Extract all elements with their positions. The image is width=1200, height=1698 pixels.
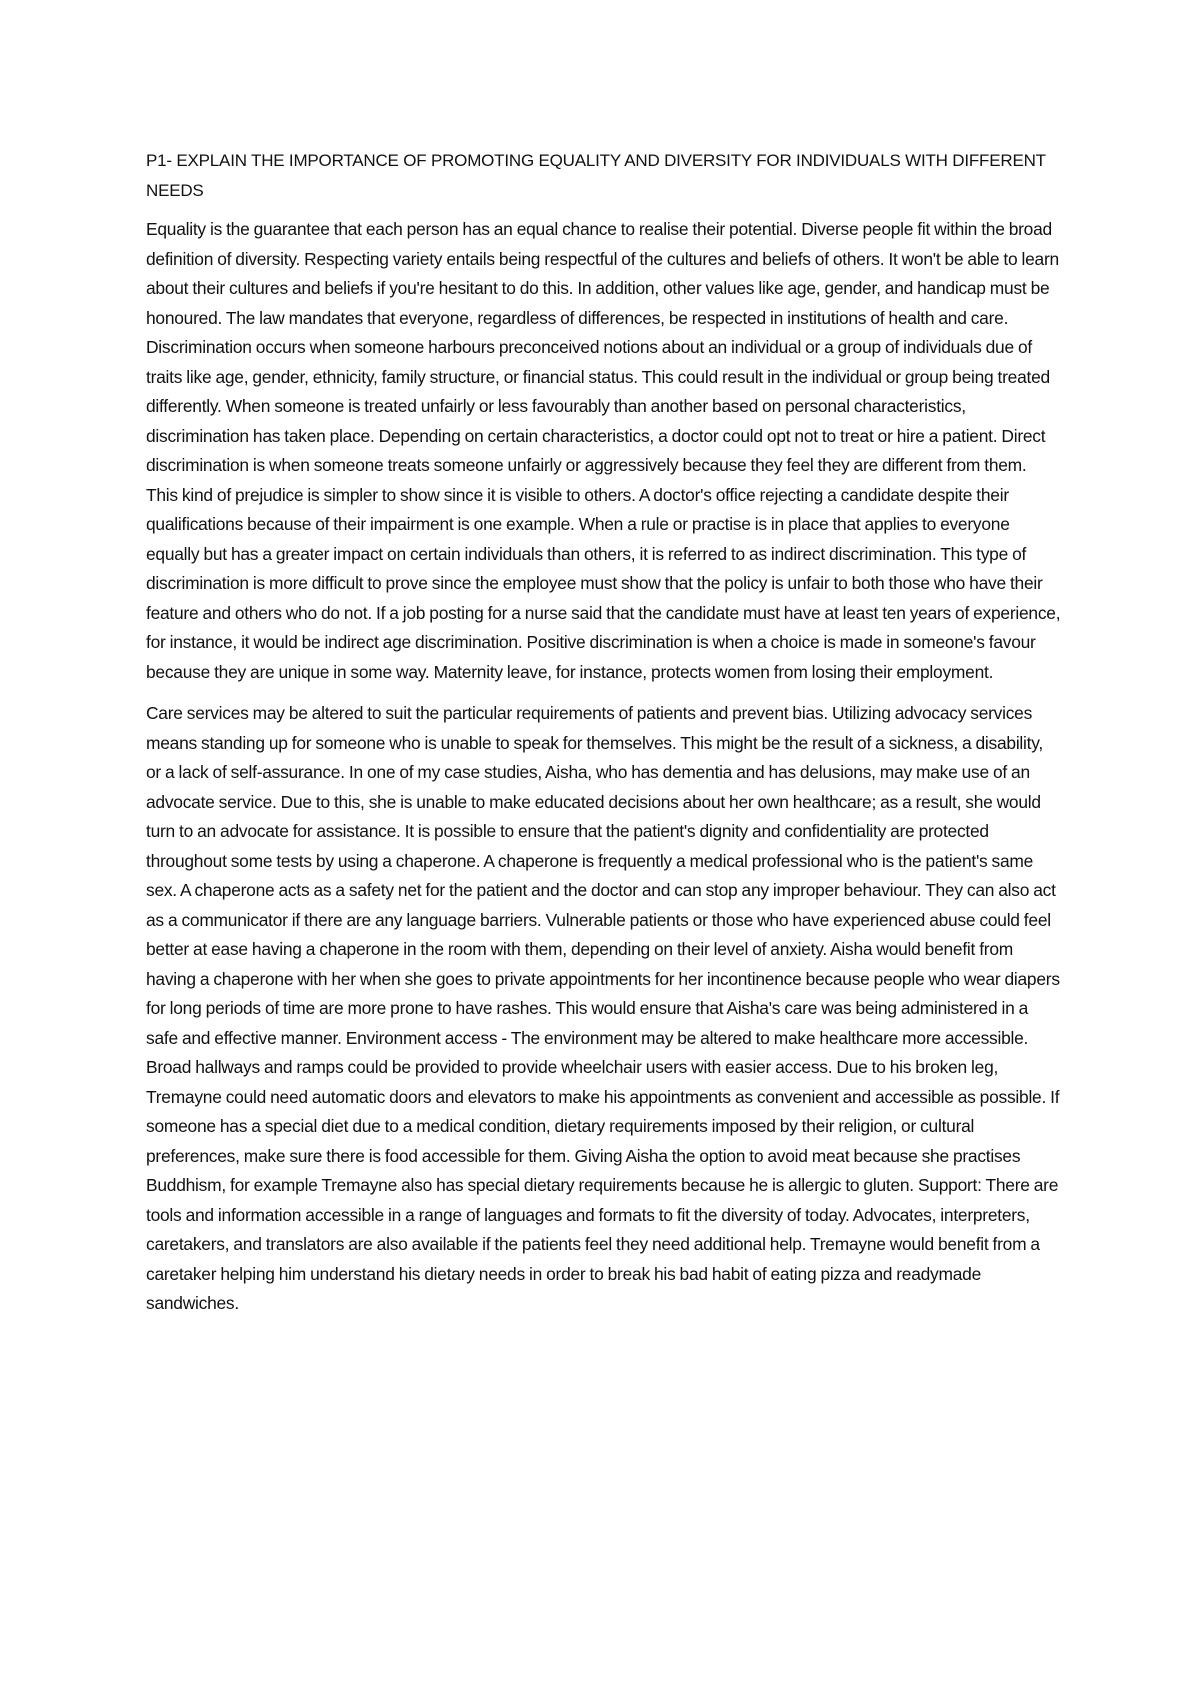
document-body	[146, 146, 1062, 1331]
paragraph-equality-discrimination: Equality is the guarantee that each person has an equal chance to realise their potential. Diverse people fit within the broad definition of diversity. Respecting variety entails being respectful of the cultures and beliefs of others. It won't be able to learn about their cultures and beliefs if you're hesitant to do this. In addition, other values like age, gender, and handicap must be honoured. The law mandates that everyone, regardless of differences, be respected in institutions of health and care. Discrimination occurs when someone harbours preconceived notions about an individual or a group of individuals due of traits like age, gender, ethnicity, family structure, or financial status. This could result in the individual or group being treated differently. When someone is treated unfairly or less favourably than another based on personal characteristics, discrimination has taken place. Depending on certain characteristics, a doctor could opt not to treat or hire a patient. Direct discrimination is when someone treats someone unfairly or aggressively because they feel they are different from them. This kind of prejudice is simpler to show since it is visible to others. A doctor's office rejecting a candidate despite their qualifications because of their impairment is one example. When a rule or practise is in place that applies to everyone equally but has a greater impact on certain individuals than others, it is referred to as indirect discrimination. This type of discrimination is more difficult to prove since the employee must show that the policy is unfair to both those who have their feature and others who do not. If a job posting for a nurse said that the candidate must have at least ten years of experience, for instance, it would be indirect age discrimination. Positive discrimination is when a choice is made in someone's favour because they are unique in some way. Maternity leave, for instance, protects women from losing their employment.	[146, 219, 1061, 682]
document-heading: P1- EXPLAIN THE IMPORTANCE OF PROMOTING EQUALITY AND DIVERSITY FOR INDIVIDUALS WITH DIFFERENT NEEDS	[146, 151, 1046, 200]
paragraph-care-services: Care services may be altered to suit the particular requirements of patients and prevent bias. Utilizing advocacy services means standing up for someone who is unable to speak for themselves. This might be the result of a sickness, a disability, or a lack of self-assurance. In one of my case studies, Aisha, who has dementia and has delusions, may make use of an advocate service. Due to this, she is unable to make educated decisions about her own healthcare; as a result, she would turn to an advocate for assistance. It is possible to ensure that the patient's dignity and confidentiality are protected throughout some tests by using a chaperone. A chaperone is frequently a medical professional who is the patient's same sex. A chaperone acts as a safety net for the patient and the doctor and can stop any improper behaviour. They can also act as a communicator if there are any language barriers. Vulnerable patients or those who have experienced abuse could feel better at ease having a chaperone in the room with them, depending on their level of anxiety. Aisha would benefit from having a chaperone with her when she goes to private appointments for her incontinence because people who wear diapers for long periods of time are more prone to have rashes. This would ensure that Aisha's care was being administered in a safe and effective manner. Environment access - The environment may be altered to make healthcare more accessible. Broad hallways and ramps could be provided to provide wheelchair users with easier access. Due to his broken leg, Tremayne could need automatic doors and elevators to make his appointments as convenient and accessible as possible. If someone has a special diet due to a medical condition, dietary requirements imposed by their religion, or cultural preferences, make sure there is food accessible for them. Giving Aisha the option to avoid meat because she practises Buddhism, for example Tremayne also has special dietary requirements because he is allergic to gluten. Support: There are tools and information accessible in a range of languages and formats to fit the diversity of today. Advocates, interpreters, caretakers, and translators are also available if the patients feel they need additional help. Tremayne would benefit from a caretaker helping him understand his dietary needs in order to break his bad habit of eating pizza and readymade sandwiches.	[146, 703, 1060, 1313]
